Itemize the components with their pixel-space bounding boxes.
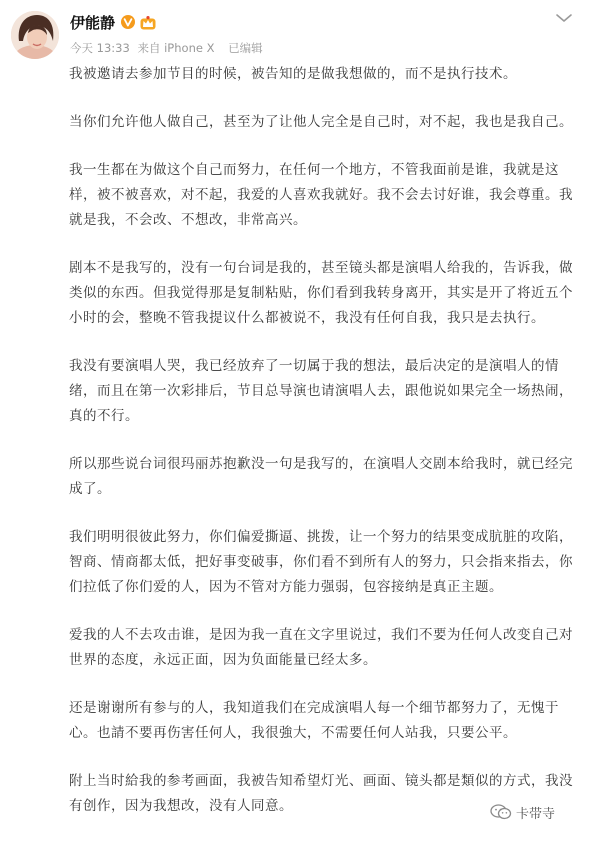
post-paragraph: 还是谢谢所有参与的人，我知道我们在完成演唱人每一个细节都努力了，无愧于心。也請不要再伤害任何人，我很強大，不需要任何人站我，只要公平。: [69, 700, 559, 741]
post-paragraph: 附上当时給我的参考画面，我被告知希望灯光、画面、镜头都是類似的方式，我没有创作，因为我想改，没有人同意。: [69, 773, 573, 814]
post-paragraph: 我没有要演唱人哭，我已经放弃了一切属于我的想法，最后决定的是演唱人的情绪，而且在第一次彩排后，节目总导演也请演唱人去，跟他说如果完全一场热闹，真的不行。: [69, 358, 573, 424]
verified-badge-icon: [121, 15, 135, 29]
post-paragraph: 我一生都在为做这个自己而努力，在任何一个地方，不管我面前是谁，我就是这样，被不被喜欢，对不起，我爱的人喜欢我就好。我不会去讨好谁，我会尊重。我就是我，不会改、不想改，非常高兴。: [69, 162, 573, 228]
avatar[interactable]: [11, 11, 59, 59]
watermark: [490, 800, 555, 824]
post-body: [69, 62, 575, 842]
post-paragraph: 爱我的人不去攻击谁，是因为我一直在文字里说过，我们不要为任何人改变自己对世界的态度，永远正面，因为负面能量已经太多。: [69, 627, 573, 668]
wechat-logo-icon: [490, 804, 512, 820]
post-edited-label[interactable]: 已编辑: [228, 41, 263, 55]
username[interactable]: 伊能静: [70, 14, 116, 32]
post-header: [0, 0, 593, 66]
post-paragraph: 我被邀请去参加节目的时候，被告知的是做我想做的，而不是执行技术。: [69, 66, 517, 82]
chevron-down-icon[interactable]: [555, 11, 573, 25]
watermark-text: 卡带寺: [516, 806, 556, 822]
post-paragraph: 所以那些说台词很玛丽苏抱歉没一句是我写的，在演唱人交剧本给我时，就已经完成了。: [69, 456, 573, 497]
member-crown-icon[interactable]: [140, 15, 156, 30]
post-paragraph: 当你们允许他人做自己，甚至为了让他人完全是自己时，对不起，我也是我自己。: [69, 114, 573, 130]
post-meta: [70, 41, 267, 55]
post-paragraph: 剧本不是我写的，没有一句台词是我的，甚至镜头都是演唱人给我的，告诉我，做类似的东西。但我觉得那是复制粘贴，你们看到我转身离开，其实是开了将近五个小时的会，整晚不管我提议什么都被说不，我没有任何自我，我只是去执行。: [69, 260, 573, 326]
post-source: 来自 iPhone X: [137, 41, 215, 55]
post-time: 今天 13:33: [70, 41, 130, 55]
post-paragraph: 我们明明很彼此努力，你们偏爱撕逼、挑拨，让一个努力的结果变成肮脏的攻陷，智商、情商都太低，把好事变破事，你们看不到所有人的努力，只会指来指去，你们拉低了你们爱的人，因为不管对方能力强弱，包容接纳是真正主题。: [69, 529, 573, 595]
